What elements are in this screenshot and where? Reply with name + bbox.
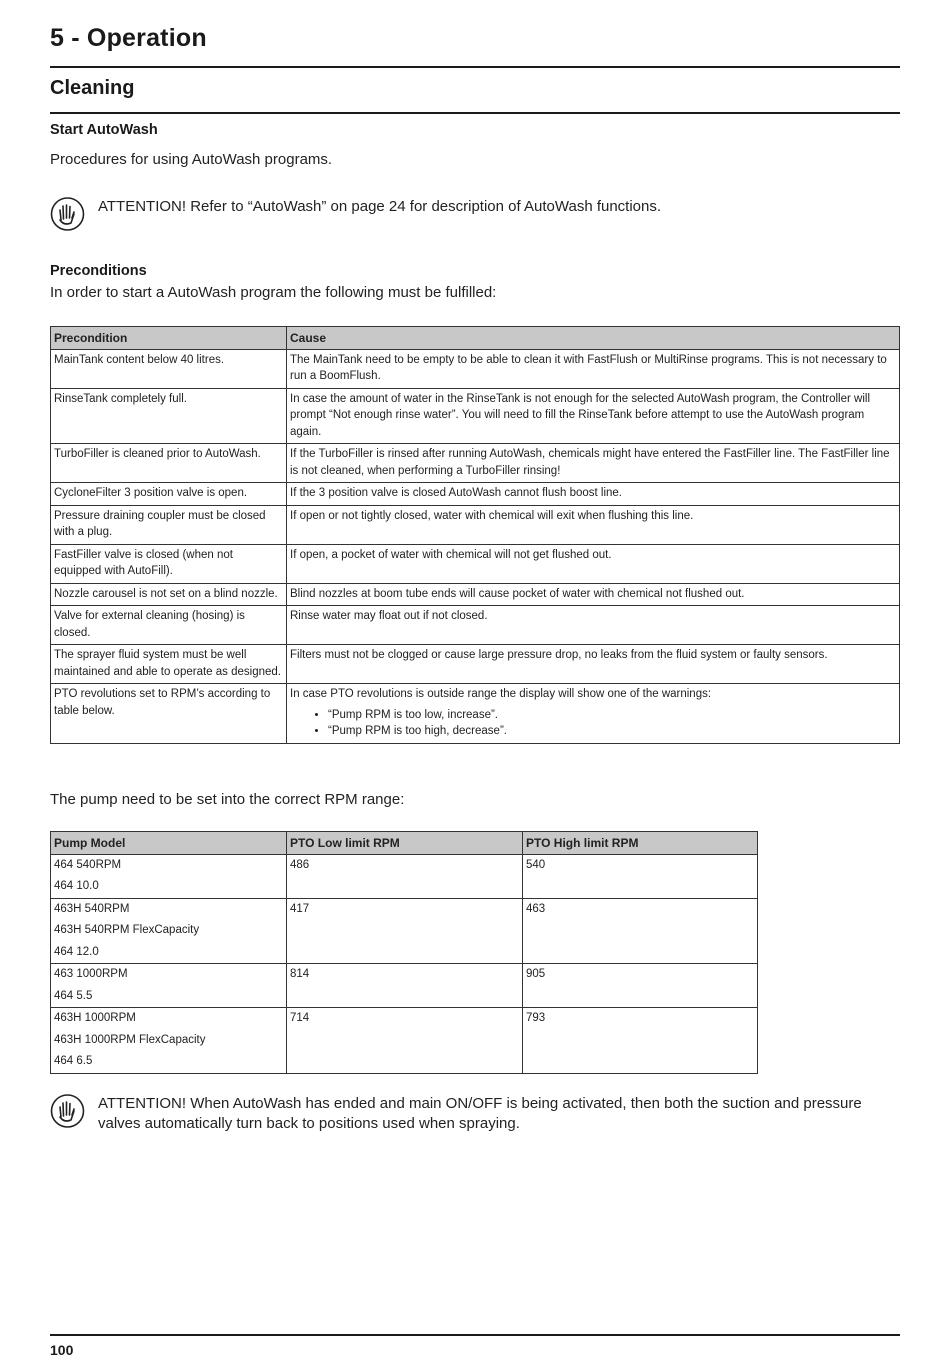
table-row xyxy=(51,964,758,1008)
hand-warning-icon xyxy=(50,196,85,232)
attention-note-2 xyxy=(50,1093,900,1134)
pump-model: 463H 1000RPM FlexCapacity xyxy=(54,1033,206,1046)
table-header-row xyxy=(51,832,758,855)
table-row xyxy=(51,349,900,388)
list-item: • “Pump RPM is too high, decrease”. xyxy=(328,723,896,740)
table-row xyxy=(51,388,900,444)
table-row xyxy=(51,483,900,506)
header-pump-model: Pump Model xyxy=(51,832,287,855)
pump-model-cell xyxy=(51,964,287,1008)
precondition-cell: CycloneFilter 3 position valve is open. xyxy=(51,483,287,506)
pump-model-cell xyxy=(51,854,287,898)
cause-cell: Filters must not be clogged or cause large pressure drop, no leaks from the fluid system or faulty sensors. xyxy=(287,645,900,684)
chapter-divider xyxy=(50,66,900,68)
rpm-intro: The pump need to be set into the correct RPM range: xyxy=(50,791,405,808)
pump-model-cell xyxy=(51,898,287,964)
intro-text: Procedures for using AutoWash programs. xyxy=(50,151,333,168)
pump-model: 463 1000RPM xyxy=(54,968,128,980)
precondition-cell: Nozzle carousel is not set on a blind nozzle. xyxy=(51,583,287,606)
pump-model: 464 5.5 xyxy=(54,989,93,1002)
cause-cell: If the 3 position valve is closed AutoWash cannot flush boost line. xyxy=(287,483,900,506)
precondition-cell: PTO revolutions set to RPM’s according to table below. xyxy=(51,684,287,744)
cause-text: In case PTO revolutions is outside range the display will show one of the warnings: xyxy=(290,688,712,700)
table-row xyxy=(51,854,758,898)
table-row xyxy=(51,684,900,744)
page-number: 100 xyxy=(50,1342,74,1358)
header-cause: Cause xyxy=(287,327,900,350)
attention-text-2: ATTENTION! When AutoWash has ended and main ON/OFF is being activated, then both the suction and pressure valves automatically turn back to positions used when spraying. xyxy=(98,1095,862,1132)
table-row xyxy=(51,444,900,483)
precondition-cell: Pressure draining coupler must be closed with a plug. xyxy=(51,505,287,544)
chapter-title: 5 - Operation xyxy=(50,24,207,52)
low-limit-cell: 814 xyxy=(287,964,523,1008)
warning-list xyxy=(290,707,896,740)
low-limit-cell: 486 xyxy=(287,854,523,898)
table-row xyxy=(51,1008,758,1074)
table-row xyxy=(51,606,900,645)
cause-cell: If the TurboFiller is rinsed after running AutoWash, chemicals might have entered the FastFiller line. The FastFiller line is not cleaned, when performing a TurboFiller rinsing! xyxy=(287,444,900,483)
pump-model: 463H 1000RPM xyxy=(54,1012,136,1024)
cause-cell: Rinse water may float out if not closed. xyxy=(287,606,900,645)
hand-warning-icon xyxy=(50,1093,85,1129)
low-limit-cell: 714 xyxy=(287,1008,523,1074)
precondition-cell: TurboFiller is cleaned prior to AutoWash. xyxy=(51,444,287,483)
attention-note-1 xyxy=(50,196,900,232)
preconditions-heading: Preconditions xyxy=(50,263,147,279)
table-row xyxy=(51,505,900,544)
subsection-title: Start AutoWash xyxy=(50,122,158,138)
cause-cell: If open or not tightly closed, water with chemical will exit when flushing this line. xyxy=(287,505,900,544)
header-low-limit: PTO Low limit RPM xyxy=(287,832,523,855)
section-title: Cleaning xyxy=(50,77,135,99)
pump-model: 464 12.0 xyxy=(54,945,99,958)
pump-model: 463H 540RPM FlexCapacity xyxy=(54,924,200,936)
low-limit-cell: 417 xyxy=(287,898,523,964)
cause-cell xyxy=(287,684,900,744)
cause-cell: In case the amount of water in the RinseTank is not enough for the selected AutoWash program, the Controller will prompt “Not enough rinse water”. You will need to fill the RinseTank before attempt to use the AutoWash program again. xyxy=(287,388,900,444)
pump-model: 464 540RPM xyxy=(54,858,122,871)
high-limit-cell: 540 xyxy=(523,854,758,898)
precondition-cell: Valve for external cleaning (hosing) is closed. xyxy=(51,606,287,645)
attention-text-1: ATTENTION! Refer to “AutoWash” on page 24 for description of AutoWash functions. xyxy=(98,198,662,215)
high-limit-cell: 905 xyxy=(523,964,758,1008)
pump-model: 464 6.5 xyxy=(54,1055,93,1067)
table-row xyxy=(51,583,900,606)
header-high-limit: PTO High limit RPM xyxy=(523,832,758,855)
table-row xyxy=(51,544,900,583)
preconditions-intro: In order to start a AutoWash program the following must be fulfilled: xyxy=(50,284,497,301)
high-limit-cell: 463 xyxy=(523,898,758,964)
pump-model: 463H 540RPM xyxy=(54,902,130,915)
table-header-row xyxy=(51,327,900,350)
pump-model: 464 10.0 xyxy=(54,880,99,892)
table-row xyxy=(51,898,758,964)
precondition-cell: FastFiller valve is closed (when not equipped with AutoFill). xyxy=(51,544,287,583)
footer-divider xyxy=(50,1334,900,1336)
high-limit-cell: 793 xyxy=(523,1008,758,1074)
precondition-cell: RinseTank completely full. xyxy=(51,388,287,444)
cause-cell: The MainTank need to be empty to be able to clean it with FastFlush or MultiRinse programs. This is not necessary to run a BoomFlush. xyxy=(287,349,900,388)
table-row xyxy=(51,645,900,684)
list-item: • “Pump RPM is too low, increase”. xyxy=(328,707,896,724)
pump-model-cell xyxy=(51,1008,287,1074)
section-divider xyxy=(50,112,900,114)
cause-cell: Blind nozzles at boom tube ends will cause pocket of water with chemical not flushed out. xyxy=(287,583,900,606)
header-precondition: Precondition xyxy=(51,327,287,350)
precondition-table xyxy=(50,326,900,744)
pump-rpm-table xyxy=(50,831,758,1074)
precondition-cell: MainTank content below 40 litres. xyxy=(51,349,287,388)
precondition-cell: The sprayer fluid system must be well maintained and able to operate as designed. xyxy=(51,645,287,684)
cause-cell: If open, a pocket of water with chemical will not get flushed out. xyxy=(287,544,900,583)
